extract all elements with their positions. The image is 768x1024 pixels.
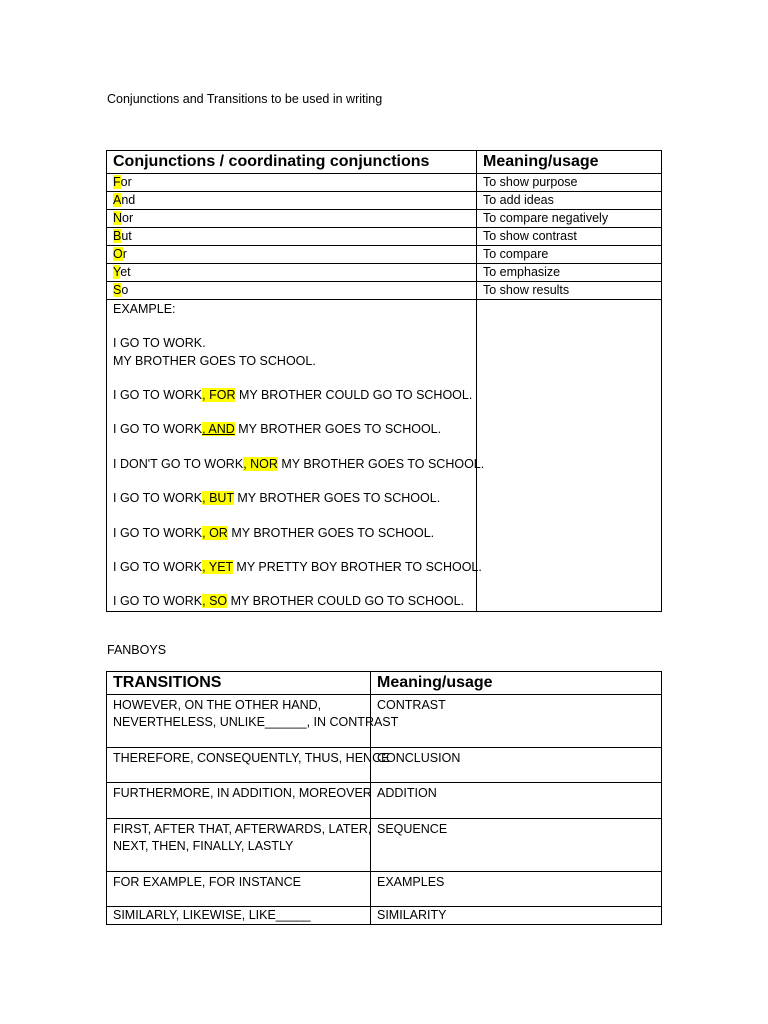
highlighted-conjunction: , SO [202, 594, 228, 609]
empty-meaning-cell [477, 300, 662, 612]
fanboys-label: FANBOYS [107, 643, 167, 657]
meaning-header: Meaning/usage [371, 672, 662, 695]
conjunction-rest: or [120, 175, 132, 189]
highlighted-conjunction: , NOR [243, 456, 278, 471]
example-row [107, 300, 662, 612]
meaning-cell: To show purpose [477, 174, 662, 192]
meaning-cell: CONCLUSION [371, 748, 662, 783]
conjunctions-table [106, 150, 662, 612]
conjunction-rest: ut [121, 229, 132, 243]
highlighted-conjunction: , OR [202, 525, 228, 540]
base-sentence: MY BROTHER GOES TO SCHOOL. [113, 353, 316, 368]
conjunction-cell [107, 174, 477, 192]
conjunction-cell [107, 246, 477, 264]
table-row [107, 282, 662, 300]
conjunctions-header-row [107, 151, 662, 174]
table-row [107, 819, 662, 872]
example-cell [107, 300, 485, 612]
meaning-header: Meaning/usage [477, 151, 662, 174]
transitions-cell: FURTHERMORE, IN ADDITION, MOREOVER [107, 783, 371, 819]
meaning-cell: SIMILARITY [371, 907, 662, 925]
transitions-header: TRANSITIONS [107, 672, 371, 695]
conjunction-rest: or [122, 211, 134, 225]
highlighted-initial: S [113, 283, 122, 297]
highlighted-initial: N [113, 211, 123, 225]
table-row [107, 783, 662, 819]
transitions-header-row [107, 672, 662, 695]
conjunction-rest: et [120, 265, 131, 279]
highlighted-conjunction: , YET [202, 560, 233, 575]
meaning-cell: SEQUENCE [371, 819, 662, 872]
conjunction-cell [107, 210, 477, 228]
table-row [107, 748, 662, 783]
conjunction-cell [107, 264, 477, 282]
table-row [107, 174, 662, 192]
meaning-cell: To add ideas [477, 192, 662, 210]
highlighted-initial: Y [113, 265, 121, 279]
example-sentence: I DON'T GO TO WORK, NOR MY BROTHER GOES TO SCHOOL. [113, 456, 485, 471]
table-row [107, 872, 662, 907]
highlighted-initial: O [113, 247, 123, 261]
meaning-cell: ADDITION [371, 783, 662, 819]
meaning-cell: To show results [477, 282, 662, 300]
table-row [107, 228, 662, 246]
conjunction-rest: o [121, 283, 129, 297]
meaning-cell: To compare negatively [477, 210, 662, 228]
example-sentence: I GO TO WORK, SO MY BROTHER COULD GO TO SCHOOL. [113, 594, 465, 609]
meaning-cell: EXAMPLES [371, 872, 662, 907]
example-sentence: I GO TO WORK, FOR MY BROTHER COULD GO TO SCHOOL. [113, 388, 473, 403]
conjunction-cell [107, 192, 477, 210]
table-row [107, 907, 662, 925]
highlighted-conjunction: , FOR [202, 388, 236, 403]
highlighted-conjunction: , BUT [202, 491, 234, 506]
table-row [107, 246, 662, 264]
table-row [107, 192, 662, 210]
transitions-table [106, 671, 662, 925]
example-label: EXAMPLE: [113, 302, 176, 316]
highlighted-initial: F [113, 175, 121, 189]
table-row [107, 695, 662, 748]
table-row [107, 264, 662, 282]
conjunction-cell [107, 282, 477, 300]
transitions-cell: HOWEVER, ON THE OTHER HAND, NEVERTHELESS, UNLIKE______, IN CONTRAST [107, 695, 371, 748]
example-sentence: I GO TO WORK, OR MY BROTHER GOES TO SCHOOL. [113, 525, 435, 540]
transitions-cell: FIRST, AFTER THAT, AFTERWARDS, LATER, NEXT, THEN, FINALLY, LASTLY [107, 819, 371, 872]
transitions-cell: FOR EXAMPLE, FOR INSTANCE [107, 872, 371, 907]
meaning-cell: To show contrast [477, 228, 662, 246]
meaning-cell: To emphasize [477, 264, 662, 282]
conjunction-rest: r [122, 247, 127, 261]
table-row [107, 210, 662, 228]
highlighted-conjunction: , AND [202, 422, 235, 437]
meaning-cell: To compare [477, 246, 662, 264]
highlighted-initial: A [113, 193, 122, 207]
meaning-cell: CONTRAST [371, 695, 662, 748]
transitions-cell: SIMILARLY, LIKEWISE, LIKE_____ [107, 907, 371, 925]
example-sentence: I GO TO WORK, AND MY BROTHER GOES TO SCHOOL. [113, 422, 442, 437]
transitions-cell: THEREFORE, CONSEQUENTLY, THUS, HENCE [107, 748, 371, 783]
conjunction-rest: nd [121, 193, 136, 207]
document-title: Conjunctions and Transitions to be used in writing [107, 92, 383, 106]
highlighted-initial: B [113, 229, 122, 243]
base-sentence: I GO TO WORK. [113, 336, 206, 351]
conjunctions-header: Conjunctions / coordinating conjunctions [107, 151, 477, 174]
example-sentence: I GO TO WORK, YET MY PRETTY BOY BROTHER TO SCHOOL. [113, 560, 482, 575]
example-sentence: I GO TO WORK, BUT MY BROTHER GOES TO SCHOOL. [113, 491, 441, 506]
conjunction-cell [107, 228, 477, 246]
